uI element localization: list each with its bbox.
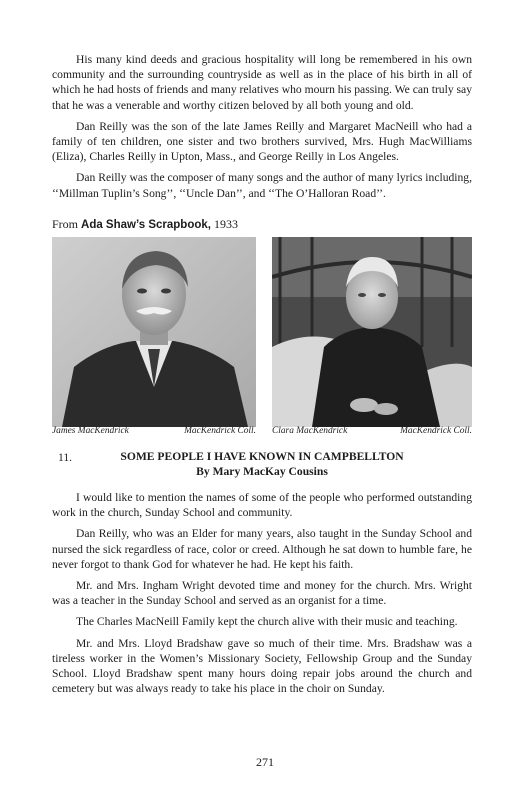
- portrait-image-man: [52, 237, 256, 427]
- paragraph-wright: Mr. and Mrs. Ingham Wright devoted time and money for the church. Mrs. Wright was a teacher in the Sunday School and served as an organist for a time.: [52, 579, 472, 608]
- paragraph-songs: Dan Reilly was the composer of many songs and the author of many lyrics including, ‘‘Millman Tuplin’s Song’’, ‘‘Uncle Dan’’, and ‘‘The O’Halloran Road’’.: [52, 171, 472, 200]
- page-number: 271: [256, 755, 274, 769]
- caption-james: [52, 426, 256, 436]
- caption-credit: MacKendrick Coll.: [400, 426, 472, 436]
- photo-james-mackendrick: [52, 237, 256, 427]
- paragraph-bradshaw: Mr. and Mrs. Lloyd Bradshaw gave so much of their time. Mrs. Bradshaw was a tireless worker in the Women’s Missionary Society, Fellowship Group and the Sunday School. Lloyd Bradshaw spent many hours doing repair jobs around the church and cemetery but was always ready to take his place in the choir on Sunday.: [52, 636, 472, 696]
- photo-clara-mackendrick: [272, 237, 472, 427]
- top-text-block: [52, 52, 472, 201]
- section-number: 11.: [58, 451, 73, 464]
- paragraph-dan-reilly: Dan Reilly, who was an Elder for many years, also taught in the Sunday School and nursed the sick regardless of race, color or creed. Although he sat down to humble fare, he never forgot to thank God for whatever he had. He kept his faith.: [52, 527, 472, 571]
- caption-credit: MacKendrick Coll.: [184, 426, 256, 436]
- paragraph-macneill: The Charles MacNeill Family kept the church alive with their music and teaching.: [76, 615, 458, 629]
- caption-name: Clara MacKendrick: [272, 426, 348, 436]
- bottom-text-block: [52, 490, 472, 696]
- paragraph-tribute: His many kind deeds and gracious hospitality will long be remembered in his own community and the surrounding countryside as well as in the place of his birth in all of which he had hosts of friends and many relatives who mourn his passing. We can truly say that he was a venerable and worthy citizen beloved by all both young and old.: [52, 53, 472, 112]
- source-year: 1933: [213, 217, 238, 231]
- caption-name: James MacKendrick: [52, 426, 129, 436]
- paragraph-family: Dan Reilly was the son of the late James Reilly and Margaret MacNeill who had a family of ten children, one sister and two brothers survived, Mrs. Hugh MacWilliams (Eliza), Charles Reilly in Upton, Mass., and George Reilly in Los Angeles.: [52, 119, 472, 164]
- caption-clara: [272, 426, 472, 436]
- portrait-image-woman: [272, 237, 472, 427]
- paragraph-intro: I would like to mention the names of some of the people who performed outstanding work in the church, Sunday School and community.: [52, 491, 472, 520]
- source-prefix: From: [52, 217, 79, 231]
- section-title: SOME PEOPLE I HAVE KNOWN IN CAMPBELLTON: [120, 450, 404, 463]
- source-name: Ada Shaw’s Scrapbook,: [81, 219, 211, 231]
- section-author: By Mary MacKay Cousins: [196, 465, 328, 478]
- source-line: [52, 217, 238, 232]
